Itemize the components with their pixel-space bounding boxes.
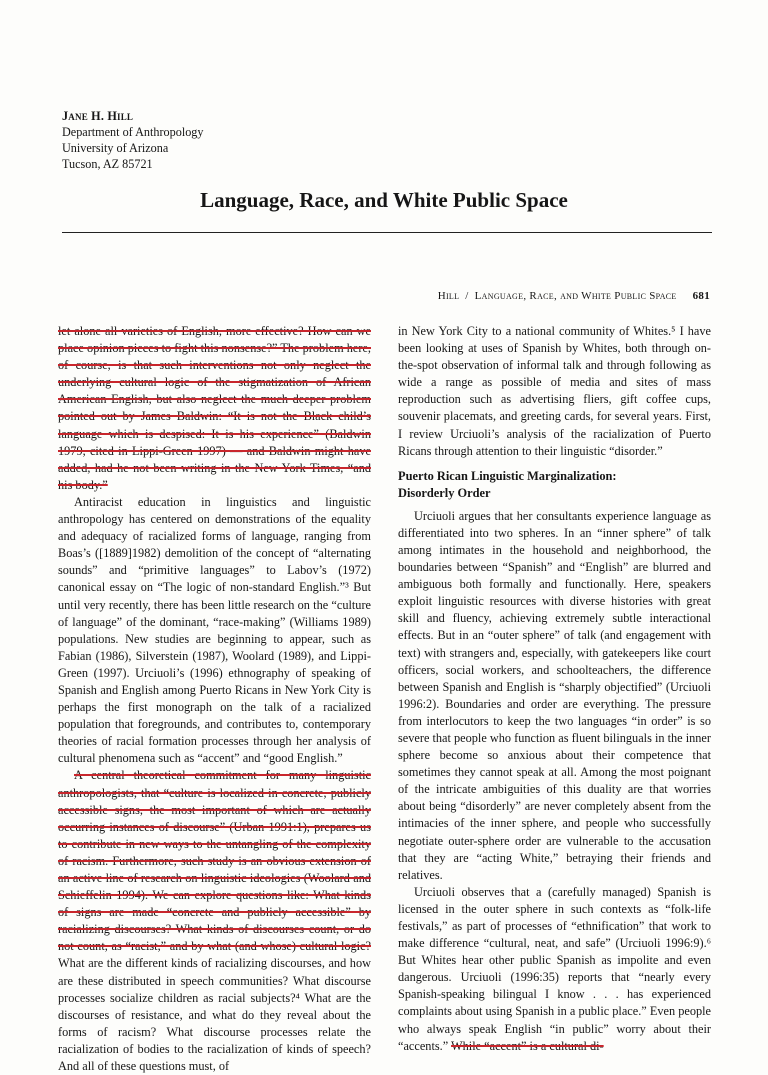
author-university: University of Arizona <box>62 141 169 155</box>
author-block <box>62 108 203 172</box>
body-text: Urciuoli observes that a (carefully managed) Spanish is licensed in the outer sphere in such contexts as “folk-life festivals,” as part of processes of “ethnification” that work to make difference “cultural, neat, and safe” (Urciuoli 1996:9).⁶ But Whites hear other public Spanish as impolite and even dangerous. Urciuoli (1996:35) reports that “nearly every Spanish-speaking bilingual I know . . . has experienced complaints about using Spanish in a public place.” Even people who always speak English “in public” worry about their “accents.” <box>398 884 711 1053</box>
right-column <box>398 323 711 1055</box>
article-title: Language, Race, and White Public Space <box>200 188 568 212</box>
struck-passage: A central theoretical commitment for many linguistic anthropologists, that “culture is localized in concrete, publicly accessible signs, the most important of which are actually occurring instances of discourse” (Urban 1991:1), prepares us to contribute in new ways to the untangling of the complexity of racism. Furthermore, such study is an obvious extension of an active line of research on linguistic ideologies (Woolard and Schieffelin 1994). We can explore questions like: What kinds of signs are made “concrete and publicly accessible” by racializing discourses? What kinds of discourses count, or do not count, as “racist,” and by what (and whose) cultural logic? <box>58 768 371 954</box>
body-paragraph: in New York City to a national community of Whites.⁵ I have been looking at uses of Spanish by Whites, both through on-the-spot observation of informal talk and through following as wide a range as possible of media and sites of mass reproduction such as advertising fliers, gift coffee cups, souvenir placemats, and greeting cards, for several years. First, I review Urciuoli’s analysis of the racialization of Puerto Ricans through attention to their linguistic “disorder.” <box>398 324 711 458</box>
body-paragraph-mixed <box>398 884 711 1055</box>
author-department: Department of Anthropology <box>62 125 204 139</box>
section-heading-line-1: Puerto Rican Linguistic Marginalization: <box>398 468 617 483</box>
running-head-author: Hill <box>437 290 460 302</box>
section-heading-line-2: Disorderly Order <box>398 485 491 500</box>
title-rule <box>62 232 712 233</box>
struck-passage: While “accent” is a cultural di- <box>451 1038 604 1053</box>
body-paragraph: Urciuoli argues that her consultants experience language as differentiated into two spheres. In an “inner sphere” of talk among intimates in the household and neighborhood, the boundaries between “Spanish” and “English” are blurred and ambiguous both formally and functionally. Here, speakers exploit linguistic resources with diverse histories with great skill and fluency, achieving extremely subtle interactional effects. But in an “outer sphere” of talk (and engagement with text) with strangers and, especially, with gatekeepers like court officers, social workers, and schoolteachers, the difference between Spanish and English is “sharply objectified” (Urciuoli 1996:2). Boundaries and order are everything. The pressure from interlocutors to keep the two languages “in order” is so severe that people who function as fluent bilinguals in the inner sphere become so anxious about their competence that sometimes they cannot speak at all. Among the most poignant of the intricate ambiguities of this duality are that worries about being “disorderly” are never completely absent from the intimacies of the inner sphere, and people who successfully negotiate outer-sphere order are vulnerable to the accusation that they are “acting White,” betraying their friends and relatives. <box>398 508 711 882</box>
body-text: What are the different kinds of racializing discourses, and how are these distributed in speech communities? What discourse processes socialize children as racial subjects?⁴ What are the discourses of resistance, and what do they reveal about the forms of racism? What discourse processes relate the racialization of bodies to the racialization of kinds of speech? And all of these questions must, of <box>58 956 371 1074</box>
author-name: Jane H. Hill <box>62 109 134 123</box>
running-head-separator: / <box>465 290 469 302</box>
section-heading <box>398 468 711 502</box>
author-city: Tucson, AZ 85721 <box>62 157 153 171</box>
body-paragraph-mixed <box>58 767 371 1075</box>
body-paragraph: Antiracist education in linguistics and linguistic anthropology has centered on demonstrations of the equality and adequacy of racialized forms of language, ranging from Boas’s ([1889]1982) demolition of the concept of “alternating sounds” and “primitive languages” to Labov’s (1972) canonical essay on “The logic of non-standard English.”³ But until very recently, there has been little research on the “culture of language” of the dominant, “race-making” (Williams 1989) populations. New studies are beginning to appear, such as Fabian (1986), Silverstein (1987), Woolard (1989), and Lippi-Green (1997). Urciuoli’s (1996) ethnography of speaking of Spanish and English among Puerto Ricans in New York City is perhaps the first monograph on the talk of a racialized population that foregrounds, and contributes to, contemporary theories of racial formation processes through her analysis of cultural phenomena such as “accent” and “good English.” <box>58 494 371 766</box>
running-head-title: Language, Race, and White Public Space <box>474 290 677 302</box>
struck-paragraph: let alone all varieties of English, more effective? How can we place opinion pieces to fight this nonsense?” The problem here, of course, is that such interventions not only neglect the underlying cultural logic of the stigmatization of African American English, but also neglect the much deeper problem pointed out by James Baldwin: “It is not the Black child’s language which is despised: It is his experience” (Baldwin 1979, cited in Lippi-Green 1997) — and Baldwin might have added, had he not been writing in the New York Times, “and his body.” <box>58 324 371 492</box>
left-column <box>58 323 371 1075</box>
running-head <box>438 290 710 302</box>
page-number: 681 <box>692 290 710 302</box>
